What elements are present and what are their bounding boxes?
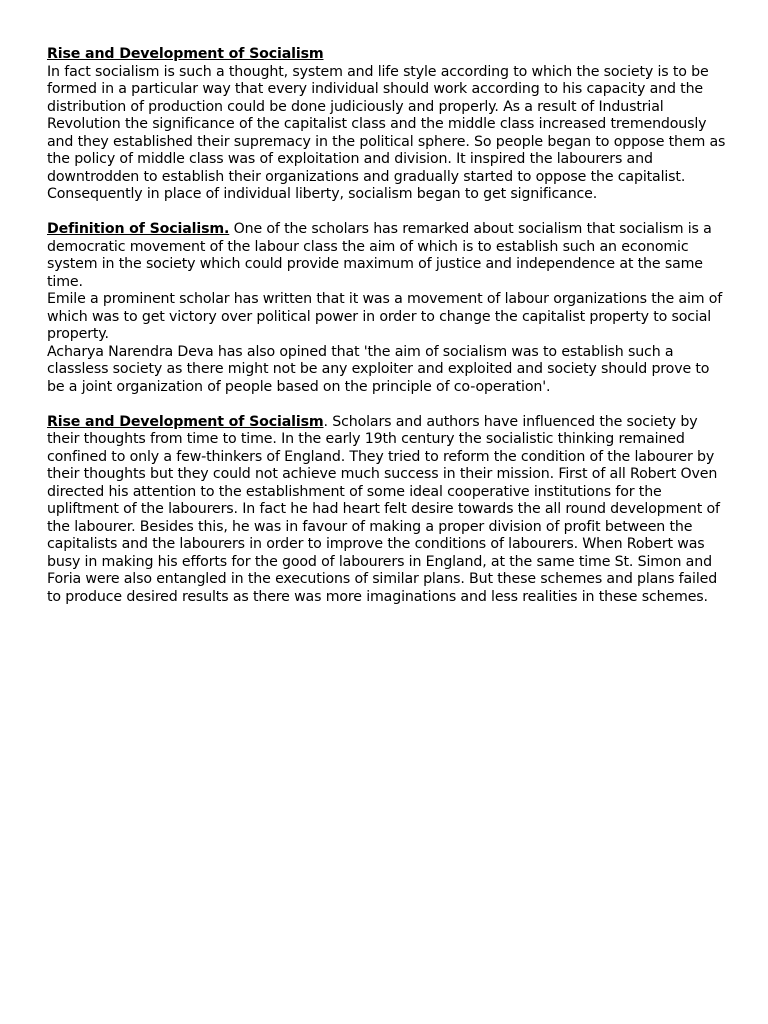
section-rise-and-development <box>47 46 727 204</box>
paragraph <box>47 414 727 607</box>
paragraph: Acharya Narendra Deva has also opined that 'the aim of socialism was to establish such a classless society as there might not be any exploiter and exploited and society should prove to be a joint organization of people based on the principle of co-operation'. <box>47 343 710 395</box>
section-heading: Rise and Development of Socialism <box>47 46 324 62</box>
paragraph-lead-text: . Scholars and authors have influenced the society by their thoughts from time to time. In the early 19th century the socialistic thinking remained confined to only a few-thinkers of England. They tried to reform the condition of the labourer by their thoughts but they could not achieve much success in their mission. First of all Robert Oven directed his attention to the establishment of some ideal cooperative institutions for the upliftment of the labourers. In fact he had heart felt desire towards the all round development of the labourer. Besides this, he was in favour of making a proper division of profit between the capitalists and the labourers in order to improve the conditions of labourers. When Robert was busy in making his efforts for the good of labourers in England, at the same time St. Simon and Foria were also entangled in the executions of similar plans. But these schemes and plans failed to produce desired results as there was more imaginations and less realities in these schemes. <box>47 413 720 605</box>
section-rise-and-development-history <box>47 414 727 607</box>
document-page <box>47 46 727 624</box>
section-heading: Rise and Development of Socialism <box>47 413 324 430</box>
paragraph <box>47 221 727 291</box>
paragraph: Emile a prominent scholar has written that it was a movement of labour organizations the aim of which was to get victory over political power in order to change the capitalist property to social property. <box>47 291 723 342</box>
paragraph: In fact socialism is such a thought, system and life style according to which the society is to be formed in a particular way that every individual should work according to his capacity and the distribution of production could be done judiciously and properly. As a result of Industrial Revolution the significance of the capitalist class and the middle class increased tremendously and they established their supremacy in the political sphere. So people began to oppose them as the policy of middle class was of exploitation and division. It inspired the labourers and downtrodden to establish their organizations and gradually started to oppose the capitalist. Consequently in place of individual liberty, socialism began to get significance. <box>47 63 726 202</box>
paragraph-lead-text: One of the scholars has remarked about socialism that socialism is a democratic movement of the labour class the aim of which is to establish such an economic system in the society which could provide maximum of justice and independence at the same time. <box>47 221 712 290</box>
section-heading: Definition of Socialism. <box>47 221 230 237</box>
section-definition-of-socialism <box>47 221 727 396</box>
